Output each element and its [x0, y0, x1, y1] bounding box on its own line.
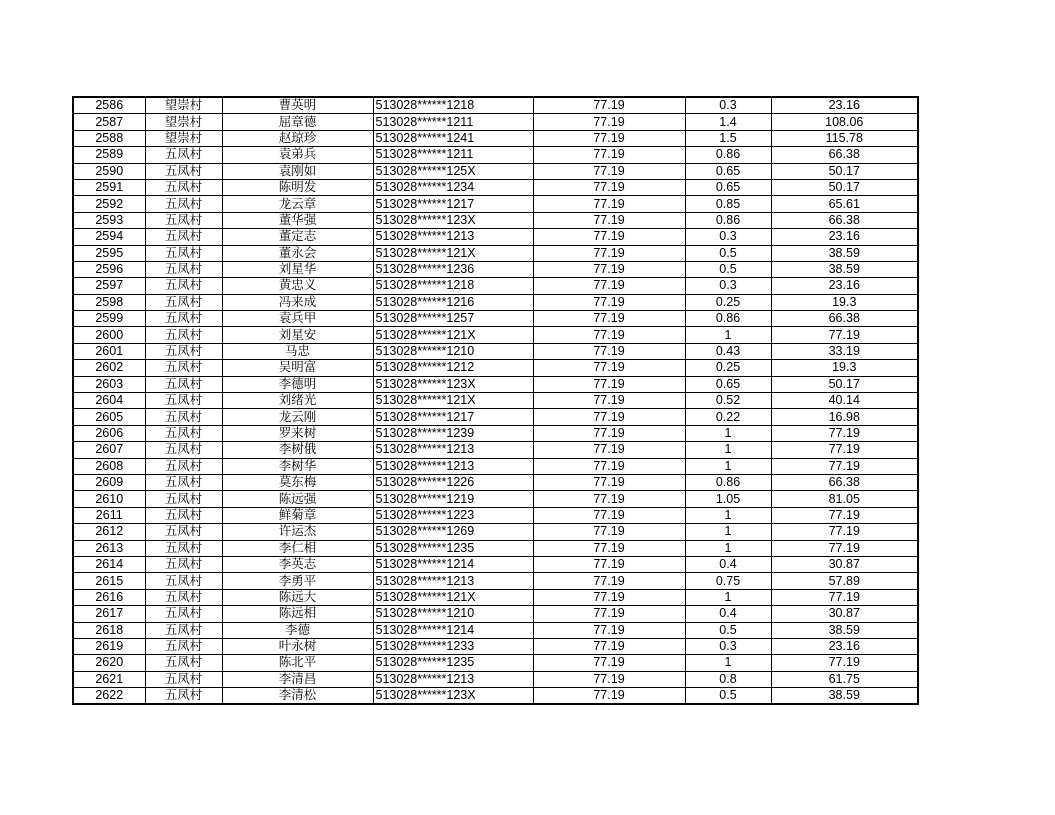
village-cell: 五凤村 — [145, 425, 222, 441]
amount-cell: 115.78 — [771, 130, 918, 146]
village-cell: 五凤村 — [145, 360, 222, 376]
id-number-cell: 513028******1218 — [373, 97, 533, 114]
table-row — [73, 179, 918, 195]
village-cell: 五凤村 — [145, 229, 222, 245]
name-cell: 李德明 — [222, 376, 373, 392]
quantity-cell: 0.65 — [685, 163, 771, 179]
row-number-cell: 2610 — [73, 491, 145, 507]
table-row — [73, 130, 918, 146]
name-cell: 曹英明 — [222, 97, 373, 114]
id-number-cell: 513028******121X — [373, 393, 533, 409]
name-cell: 袁刚如 — [222, 163, 373, 179]
village-cell: 五凤村 — [145, 688, 222, 705]
row-number-cell: 2597 — [73, 278, 145, 294]
table-row — [73, 622, 918, 638]
quantity-cell: 0.25 — [685, 294, 771, 310]
amount-cell: 77.19 — [771, 655, 918, 671]
row-number-cell: 2606 — [73, 425, 145, 441]
name-cell: 李勇平 — [222, 573, 373, 589]
quantity-cell: 0.22 — [685, 409, 771, 425]
quantity-cell: 0.3 — [685, 278, 771, 294]
table-row — [73, 671, 918, 687]
village-cell: 望崇村 — [145, 114, 222, 130]
name-cell: 许运杰 — [222, 524, 373, 540]
quantity-cell: 0.4 — [685, 606, 771, 622]
row-number-cell: 2617 — [73, 606, 145, 622]
amount-cell: 77.19 — [771, 540, 918, 556]
id-number-cell: 513028******1217 — [373, 409, 533, 425]
rate-cell: 77.19 — [533, 130, 685, 146]
row-number-cell: 2599 — [73, 311, 145, 327]
row-number-cell: 2591 — [73, 179, 145, 195]
name-cell: 陈远相 — [222, 606, 373, 622]
rate-cell: 77.19 — [533, 589, 685, 605]
rate-cell: 77.19 — [533, 524, 685, 540]
id-number-cell: 513028******121X — [373, 327, 533, 343]
rate-cell: 77.19 — [533, 474, 685, 490]
row-number-cell: 2616 — [73, 589, 145, 605]
village-cell: 五凤村 — [145, 458, 222, 474]
village-cell: 五凤村 — [145, 278, 222, 294]
id-number-cell: 513028******1257 — [373, 311, 533, 327]
table-row — [73, 327, 918, 343]
quantity-cell: 0.3 — [685, 229, 771, 245]
rate-cell: 77.19 — [533, 163, 685, 179]
rate-cell: 77.19 — [533, 606, 685, 622]
amount-cell: 23.16 — [771, 97, 918, 114]
amount-cell: 19.3 — [771, 360, 918, 376]
quantity-cell: 1 — [685, 425, 771, 441]
quantity-cell: 0.86 — [685, 474, 771, 490]
id-number-cell: 513028******1235 — [373, 540, 533, 556]
amount-cell: 66.38 — [771, 147, 918, 163]
name-cell: 黄忠义 — [222, 278, 373, 294]
name-cell: 龙云章 — [222, 196, 373, 212]
quantity-cell: 0.5 — [685, 622, 771, 638]
amount-cell: 23.16 — [771, 278, 918, 294]
village-cell: 五凤村 — [145, 343, 222, 359]
quantity-cell: 0.85 — [685, 196, 771, 212]
village-cell: 五凤村 — [145, 589, 222, 605]
table-row — [73, 196, 918, 212]
quantity-cell: 0.86 — [685, 311, 771, 327]
row-number-cell: 2609 — [73, 474, 145, 490]
id-number-cell: 513028******1213 — [373, 442, 533, 458]
quantity-cell: 0.3 — [685, 97, 771, 114]
village-cell: 五凤村 — [145, 327, 222, 343]
village-cell: 五凤村 — [145, 524, 222, 540]
amount-cell: 77.19 — [771, 507, 918, 523]
row-number-cell: 2604 — [73, 393, 145, 409]
village-cell: 五凤村 — [145, 294, 222, 310]
quantity-cell: 1 — [685, 524, 771, 540]
amount-cell: 23.16 — [771, 638, 918, 654]
rate-cell: 77.19 — [533, 114, 685, 130]
name-cell: 冯来成 — [222, 294, 373, 310]
table-row — [73, 655, 918, 671]
amount-cell: 61.75 — [771, 671, 918, 687]
rate-cell: 77.19 — [533, 638, 685, 654]
row-number-cell: 2621 — [73, 671, 145, 687]
table-row — [73, 540, 918, 556]
row-number-cell: 2598 — [73, 294, 145, 310]
amount-cell: 81.05 — [771, 491, 918, 507]
table-row — [73, 491, 918, 507]
table-row — [73, 278, 918, 294]
id-number-cell: 513028******1236 — [373, 261, 533, 277]
table-row — [73, 425, 918, 441]
table-row — [73, 589, 918, 605]
rate-cell: 77.19 — [533, 278, 685, 294]
village-cell: 五凤村 — [145, 442, 222, 458]
amount-cell: 77.19 — [771, 589, 918, 605]
id-number-cell: 513028******123X — [373, 376, 533, 392]
table-body — [73, 97, 918, 704]
row-number-cell: 2620 — [73, 655, 145, 671]
row-number-cell: 2593 — [73, 212, 145, 228]
rate-cell: 77.19 — [533, 327, 685, 343]
row-number-cell: 2595 — [73, 245, 145, 261]
row-number-cell: 2607 — [73, 442, 145, 458]
quantity-cell: 0.65 — [685, 376, 771, 392]
id-number-cell: 513028******1223 — [373, 507, 533, 523]
amount-cell: 19.3 — [771, 294, 918, 310]
amount-cell: 50.17 — [771, 376, 918, 392]
table-row — [73, 393, 918, 409]
rate-cell: 77.19 — [533, 343, 685, 359]
name-cell: 李仁相 — [222, 540, 373, 556]
village-cell: 五凤村 — [145, 556, 222, 572]
rate-cell: 77.19 — [533, 196, 685, 212]
rate-cell: 77.19 — [533, 360, 685, 376]
quantity-cell: 1.4 — [685, 114, 771, 130]
amount-cell: 38.59 — [771, 688, 918, 705]
id-number-cell: 513028******1241 — [373, 130, 533, 146]
name-cell: 董永会 — [222, 245, 373, 261]
village-cell: 五凤村 — [145, 540, 222, 556]
name-cell: 屈章德 — [222, 114, 373, 130]
name-cell: 袁弟兵 — [222, 147, 373, 163]
rate-cell: 77.19 — [533, 425, 685, 441]
quantity-cell: 1 — [685, 655, 771, 671]
name-cell: 马忠 — [222, 343, 373, 359]
village-cell: 五凤村 — [145, 655, 222, 671]
rate-cell: 77.19 — [533, 179, 685, 195]
table-row — [73, 294, 918, 310]
id-number-cell: 513028******1210 — [373, 343, 533, 359]
amount-cell: 66.38 — [771, 212, 918, 228]
village-cell: 五凤村 — [145, 245, 222, 261]
quantity-cell: 0.52 — [685, 393, 771, 409]
rate-cell: 77.19 — [533, 671, 685, 687]
id-number-cell: 513028******121X — [373, 245, 533, 261]
rate-cell: 77.19 — [533, 311, 685, 327]
rate-cell: 77.19 — [533, 376, 685, 392]
table-row — [73, 507, 918, 523]
village-cell: 五凤村 — [145, 491, 222, 507]
row-number-cell: 2605 — [73, 409, 145, 425]
table-row — [73, 147, 918, 163]
village-cell: 五凤村 — [145, 573, 222, 589]
amount-cell: 108.06 — [771, 114, 918, 130]
quantity-cell: 0.25 — [685, 360, 771, 376]
name-cell: 叶永树 — [222, 638, 373, 654]
id-number-cell: 513028******123X — [373, 212, 533, 228]
table-row — [73, 638, 918, 654]
amount-cell: 38.59 — [771, 622, 918, 638]
rate-cell: 77.19 — [533, 442, 685, 458]
table-row — [73, 442, 918, 458]
row-number-cell: 2619 — [73, 638, 145, 654]
amount-cell: 50.17 — [771, 179, 918, 195]
name-cell: 李树华 — [222, 458, 373, 474]
village-cell: 五凤村 — [145, 409, 222, 425]
id-number-cell: 513028******1269 — [373, 524, 533, 540]
village-cell: 五凤村 — [145, 261, 222, 277]
table-row — [73, 245, 918, 261]
rate-cell: 77.19 — [533, 245, 685, 261]
amount-cell: 38.59 — [771, 261, 918, 277]
table-row — [73, 376, 918, 392]
quantity-cell: 0.8 — [685, 671, 771, 687]
rate-cell: 77.19 — [533, 556, 685, 572]
village-cell: 五凤村 — [145, 474, 222, 490]
village-cell: 望崇村 — [145, 130, 222, 146]
name-cell: 董定志 — [222, 229, 373, 245]
id-number-cell: 513028******1212 — [373, 360, 533, 376]
id-number-cell: 513028******1233 — [373, 638, 533, 654]
table-row — [73, 556, 918, 572]
village-cell: 五凤村 — [145, 638, 222, 654]
name-cell: 李德 — [222, 622, 373, 638]
row-number-cell: 2602 — [73, 360, 145, 376]
row-number-cell: 2600 — [73, 327, 145, 343]
table-row — [73, 360, 918, 376]
amount-cell: 33.19 — [771, 343, 918, 359]
village-cell: 望崇村 — [145, 97, 222, 114]
name-cell: 鲜菊章 — [222, 507, 373, 523]
name-cell: 刘星安 — [222, 327, 373, 343]
village-cell: 五凤村 — [145, 147, 222, 163]
table-row — [73, 343, 918, 359]
rate-cell: 77.19 — [533, 212, 685, 228]
name-cell: 李清昌 — [222, 671, 373, 687]
quantity-cell: 1 — [685, 442, 771, 458]
rate-cell: 77.19 — [533, 261, 685, 277]
amount-cell: 66.38 — [771, 311, 918, 327]
quantity-cell: 0.5 — [685, 245, 771, 261]
name-cell: 袁兵甲 — [222, 311, 373, 327]
rate-cell: 77.19 — [533, 97, 685, 114]
id-number-cell: 513028******1219 — [373, 491, 533, 507]
row-number-cell: 2612 — [73, 524, 145, 540]
id-number-cell: 513028******125X — [373, 163, 533, 179]
quantity-cell: 0.3 — [685, 638, 771, 654]
table-row — [73, 688, 918, 705]
village-cell: 五凤村 — [145, 622, 222, 638]
amount-cell: 66.38 — [771, 474, 918, 490]
row-number-cell: 2596 — [73, 261, 145, 277]
row-number-cell: 2601 — [73, 343, 145, 359]
amount-cell: 30.87 — [771, 606, 918, 622]
quantity-cell: 0.86 — [685, 212, 771, 228]
id-number-cell: 513028******1210 — [373, 606, 533, 622]
amount-cell: 77.19 — [771, 442, 918, 458]
rate-cell: 77.19 — [533, 573, 685, 589]
quantity-cell: 0.65 — [685, 179, 771, 195]
rate-cell: 77.19 — [533, 229, 685, 245]
rate-cell: 77.19 — [533, 688, 685, 705]
amount-cell: 57.89 — [771, 573, 918, 589]
id-number-cell: 513028******1213 — [373, 573, 533, 589]
quantity-cell: 0.5 — [685, 261, 771, 277]
table-row — [73, 97, 918, 114]
name-cell: 陈北平 — [222, 655, 373, 671]
table-row — [73, 458, 918, 474]
amount-cell: 30.87 — [771, 556, 918, 572]
village-cell: 五凤村 — [145, 179, 222, 195]
name-cell: 赵琼珍 — [222, 130, 373, 146]
rate-cell: 77.19 — [533, 655, 685, 671]
quantity-cell: 1 — [685, 540, 771, 556]
spreadsheet-page — [72, 96, 917, 705]
id-number-cell: 513028******1235 — [373, 655, 533, 671]
rate-cell: 77.19 — [533, 540, 685, 556]
rate-cell: 77.19 — [533, 491, 685, 507]
quantity-cell: 1.05 — [685, 491, 771, 507]
name-cell: 罗来树 — [222, 425, 373, 441]
row-number-cell: 2603 — [73, 376, 145, 392]
amount-cell: 38.59 — [771, 245, 918, 261]
name-cell: 龙云刚 — [222, 409, 373, 425]
name-cell: 刘星华 — [222, 261, 373, 277]
table-row — [73, 229, 918, 245]
village-cell: 五凤村 — [145, 507, 222, 523]
row-number-cell: 2618 — [73, 622, 145, 638]
row-number-cell: 2590 — [73, 163, 145, 179]
id-number-cell: 513028******1214 — [373, 556, 533, 572]
name-cell: 吴明富 — [222, 360, 373, 376]
amount-cell: 65.61 — [771, 196, 918, 212]
id-number-cell: 513028******1218 — [373, 278, 533, 294]
village-cell: 五凤村 — [145, 212, 222, 228]
table-row — [73, 474, 918, 490]
id-number-cell: 513028******1239 — [373, 425, 533, 441]
id-number-cell: 513028******1226 — [373, 474, 533, 490]
table-row — [73, 163, 918, 179]
row-number-cell: 2588 — [73, 130, 145, 146]
amount-cell: 77.19 — [771, 458, 918, 474]
row-number-cell: 2614 — [73, 556, 145, 572]
table-row — [73, 606, 918, 622]
name-cell: 陈远大 — [222, 589, 373, 605]
amount-cell: 77.19 — [771, 524, 918, 540]
village-cell: 五凤村 — [145, 671, 222, 687]
rate-cell: 77.19 — [533, 409, 685, 425]
amount-cell: 16.98 — [771, 409, 918, 425]
village-cell: 五凤村 — [145, 393, 222, 409]
rate-cell: 77.19 — [533, 393, 685, 409]
name-cell: 刘绪光 — [222, 393, 373, 409]
name-cell: 李树俄 — [222, 442, 373, 458]
id-number-cell: 513028******1234 — [373, 179, 533, 195]
row-number-cell: 2608 — [73, 458, 145, 474]
row-number-cell: 2589 — [73, 147, 145, 163]
table-row — [73, 311, 918, 327]
table-row — [73, 114, 918, 130]
id-number-cell: 513028******1211 — [373, 114, 533, 130]
id-number-cell: 513028******123X — [373, 688, 533, 705]
id-number-cell: 513028******1216 — [373, 294, 533, 310]
name-cell: 陈明发 — [222, 179, 373, 195]
id-number-cell: 513028******1213 — [373, 229, 533, 245]
rate-cell: 77.19 — [533, 294, 685, 310]
table-row — [73, 573, 918, 589]
amount-cell: 50.17 — [771, 163, 918, 179]
quantity-cell: 1 — [685, 458, 771, 474]
quantity-cell: 0.86 — [685, 147, 771, 163]
amount-cell: 77.19 — [771, 425, 918, 441]
village-cell: 五凤村 — [145, 196, 222, 212]
rate-cell: 77.19 — [533, 147, 685, 163]
village-cell: 五凤村 — [145, 311, 222, 327]
row-number-cell: 2615 — [73, 573, 145, 589]
id-number-cell: 513028******1213 — [373, 671, 533, 687]
rate-cell: 77.19 — [533, 507, 685, 523]
data-table — [72, 96, 919, 705]
name-cell: 李清松 — [222, 688, 373, 705]
table-row — [73, 261, 918, 277]
quantity-cell: 1.5 — [685, 130, 771, 146]
name-cell: 李英志 — [222, 556, 373, 572]
quantity-cell: 1 — [685, 327, 771, 343]
row-number-cell: 2586 — [73, 97, 145, 114]
quantity-cell: 1 — [685, 507, 771, 523]
amount-cell: 77.19 — [771, 327, 918, 343]
row-number-cell: 2594 — [73, 229, 145, 245]
rate-cell: 77.19 — [533, 458, 685, 474]
village-cell: 五凤村 — [145, 163, 222, 179]
quantity-cell: 0.75 — [685, 573, 771, 589]
name-cell: 陈远强 — [222, 491, 373, 507]
village-cell: 五凤村 — [145, 376, 222, 392]
id-number-cell: 513028******1217 — [373, 196, 533, 212]
row-number-cell: 2613 — [73, 540, 145, 556]
quantity-cell: 0.5 — [685, 688, 771, 705]
rate-cell: 77.19 — [533, 622, 685, 638]
amount-cell: 40.14 — [771, 393, 918, 409]
amount-cell: 23.16 — [771, 229, 918, 245]
table-row — [73, 524, 918, 540]
row-number-cell: 2611 — [73, 507, 145, 523]
quantity-cell: 0.43 — [685, 343, 771, 359]
name-cell: 莫东梅 — [222, 474, 373, 490]
quantity-cell: 0.4 — [685, 556, 771, 572]
id-number-cell: 513028******1214 — [373, 622, 533, 638]
id-number-cell: 513028******1213 — [373, 458, 533, 474]
table-row — [73, 212, 918, 228]
table-row — [73, 409, 918, 425]
id-number-cell: 513028******1211 — [373, 147, 533, 163]
id-number-cell: 513028******121X — [373, 589, 533, 605]
village-cell: 五凤村 — [145, 606, 222, 622]
row-number-cell: 2622 — [73, 688, 145, 705]
name-cell: 董华强 — [222, 212, 373, 228]
row-number-cell: 2592 — [73, 196, 145, 212]
quantity-cell: 1 — [685, 589, 771, 605]
row-number-cell: 2587 — [73, 114, 145, 130]
